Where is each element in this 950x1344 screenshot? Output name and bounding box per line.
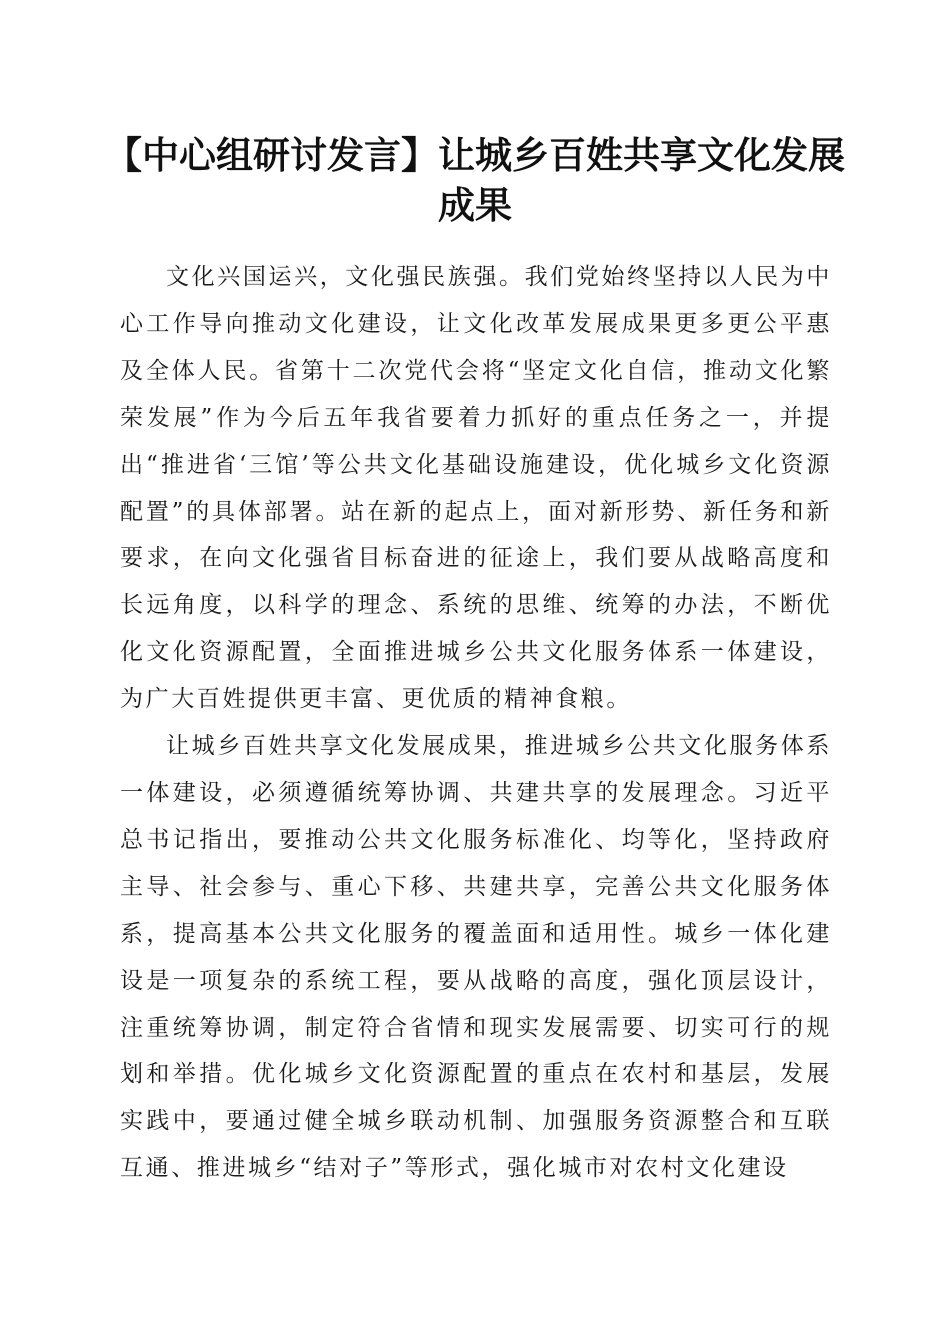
- document-body: [120, 254, 832, 1192]
- title-line-2: 成果: [438, 183, 512, 227]
- paragraph-1: 文化兴国运兴，文化强民族强。我们党始终坚持以人民为中心工作导向推动文化建设，让文化改革发展成果更多更公平惠及全体人民。省第十二次党代会将“坚定文化自信，推动文化繁荣发展”作为今后五年我省要着力抓好的重点任务之一，并提出“推进省‘三馆’等公共文化基础设施建设，优化城乡文化资源配置”的具体部署。站在新的起点上，面对新形势、新任务和新要求，在向文化强省目标奋进的征途上，我们要从战略高度和长远角度，以科学的理念、系统的思维、统筹的办法，不断优化文化资源配置，全面推进城乡公共文化服务体系一体建设，为广大百姓提供更丰富、更优质的精神食粮。: [120, 264, 832, 713]
- document-title: [100, 130, 850, 230]
- title-line-1: 【中心组研讨发言】让城乡百姓共享文化发展: [105, 133, 845, 177]
- paragraph-2: 让城乡百姓共享文化发展成果，推进城乡公共文化服务体系一体建设，必须遵循统筹协调、共建共享的发展理念。习近平总书记指出，要推动公共文化服务标准化、均等化，坚持政府主导、社会参与、重心下移、共建共享，完善公共文化服务体系，提高基本公共文化服务的覆盖面和适用性。城乡一体化建设是一项复杂的系统工程，要从战略的高度，强化顶层设计，注重统筹协调，制定符合省情和现实发展需要、切实可行的规划和举措。优化城乡文化资源配置的重点在农村和基层，发展实践中，要通过健全城乡联动机制、加强服务资源整合和互联互通、推进城乡“结对子”等形式，强化城市对农村文化建设: [120, 733, 832, 1182]
